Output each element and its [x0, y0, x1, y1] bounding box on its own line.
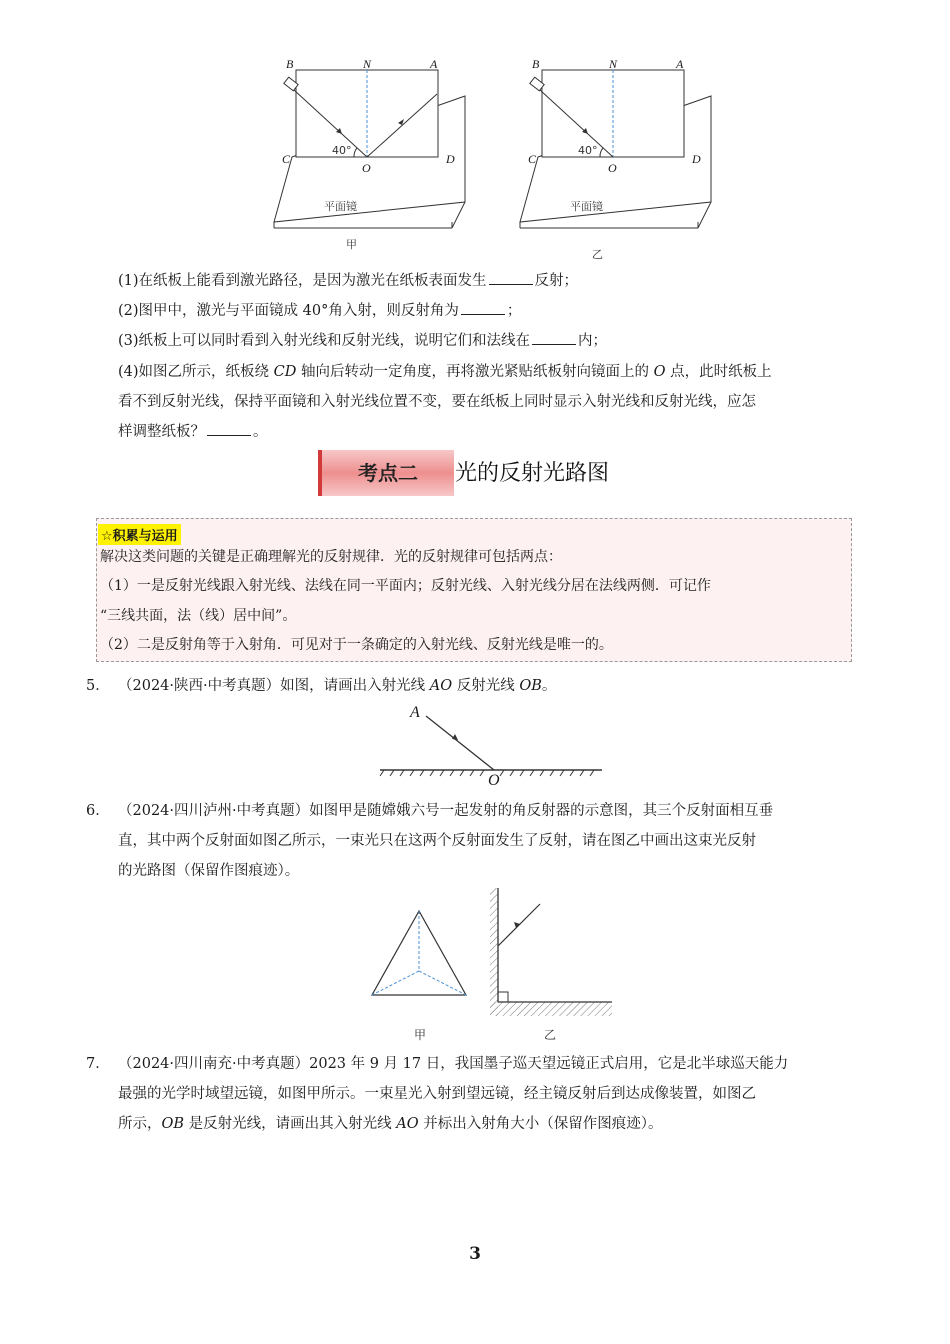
q5-number: 5．	[86, 678, 110, 694]
label-b-2: B	[532, 57, 540, 71]
section-tag: 考点二	[318, 450, 454, 496]
mirror-label-2: 平面镜	[570, 200, 603, 213]
q6-number: 6．	[86, 803, 110, 819]
figure-corner-reflector	[368, 905, 472, 1001]
section-title: 光的反射光路图	[455, 461, 610, 486]
q7-number: 7．	[86, 1056, 110, 1072]
label-c: C	[282, 152, 291, 166]
label-o: O	[362, 161, 371, 175]
answer-blank[interactable]	[207, 421, 251, 436]
label-c-2: C	[528, 152, 537, 166]
answer-blank[interactable]	[461, 300, 505, 315]
page-number: 3	[469, 1244, 481, 1264]
caption-yi: 乙	[592, 248, 603, 261]
q4-item-2: (2)图甲中，激光与平面镜成 40°角入射，则反射角为 ；	[118, 296, 863, 326]
q7-text: （2024·四川南充·中考真题）2023 年 9 月 17 日，我国墨子巡天望远镜正式启用，它是北半球巡天能力 最强的光学时域望远镜，如图甲所示。一束星光入射到望远镜，经主镜反射后到达成像装置，如图乙 所示，OB 是反射光线，请画出其入射光线 AO 并标出入射角大小（保留作图痕迹）。	[118, 1056, 789, 1132]
label-b: B	[286, 57, 294, 71]
label-a-q5: A	[410, 704, 420, 721]
angle-label-2: 40°	[578, 144, 598, 157]
q4-item-3: (3)纸板上可以同时看到入射光线和反射光线，说明它们和法线在 内；	[118, 326, 863, 356]
answer-blank[interactable]	[489, 270, 533, 285]
label-n: N	[363, 57, 372, 71]
tip-heading: ☆积累与运用	[98, 524, 181, 545]
caption-jia: 甲	[346, 238, 357, 251]
label-a: A	[430, 57, 438, 71]
q6-text: （2024·四川泸州·中考真题）如图甲是随嫦娥六号一起发射的角反射器的示意图，其三个反射面相互垂 直，其中两个反射面如图乙所示，一束光只在这两个反射面发生了反射，请在图乙中画出这束光反射 的光路图（保留作图痕迹）。	[118, 803, 774, 879]
caption-q6-jia: 甲	[414, 1028, 427, 1042]
angle-label: 40°	[332, 144, 352, 157]
label-d: D	[446, 152, 455, 166]
figure-light-board-jia	[270, 52, 470, 262]
label-a-2: A	[676, 57, 684, 71]
tip-line: 解决这类问题的关键是正确理解光的反射规律．光的反射规律可包括两点：	[100, 549, 562, 565]
q4-item-4: (4)如图乙所示，纸板绕 CD 轴向后转动一定角度，再将激光紧贴纸板射向镜面上的 O 点，此时纸板上 看不到反射光线，保持平面镜和入射光线位置不变，要在纸板上同时显示入射光线和反射光线，应怎 样调整纸板？ 。	[118, 364, 772, 440]
label-o-2: O	[608, 161, 617, 175]
mirror-label: 平面镜	[324, 200, 357, 213]
q5-text: （2024·陕西·中考真题）如图，请画出入射光线 AO 反射光线 OB。	[118, 678, 557, 694]
label-n-2: N	[609, 57, 618, 71]
tip-line: （2）二是反射角等于入射角．可见对于一条确定的入射光线、反射光线是唯一的。	[100, 637, 613, 653]
answer-blank[interactable]	[532, 330, 576, 345]
figure-light-board-yi	[516, 52, 716, 262]
q4-item-1: (1)在纸板上能看到激光路径，是因为激光在纸板表面发生 反射；	[118, 266, 863, 296]
caption-q6-yi: 乙	[544, 1028, 557, 1042]
tip-line: “三线共面，法（线）居中间”。	[100, 608, 297, 624]
figure-two-mirrors	[486, 884, 616, 1020]
label-d-2: D	[692, 152, 701, 166]
tip-line: （1）一是反射光线跟入射光线、法线在同一平面内；反射光线、入射光线分居在法线两侧．可记作	[100, 578, 711, 594]
label-o-q5: O	[488, 772, 500, 789]
